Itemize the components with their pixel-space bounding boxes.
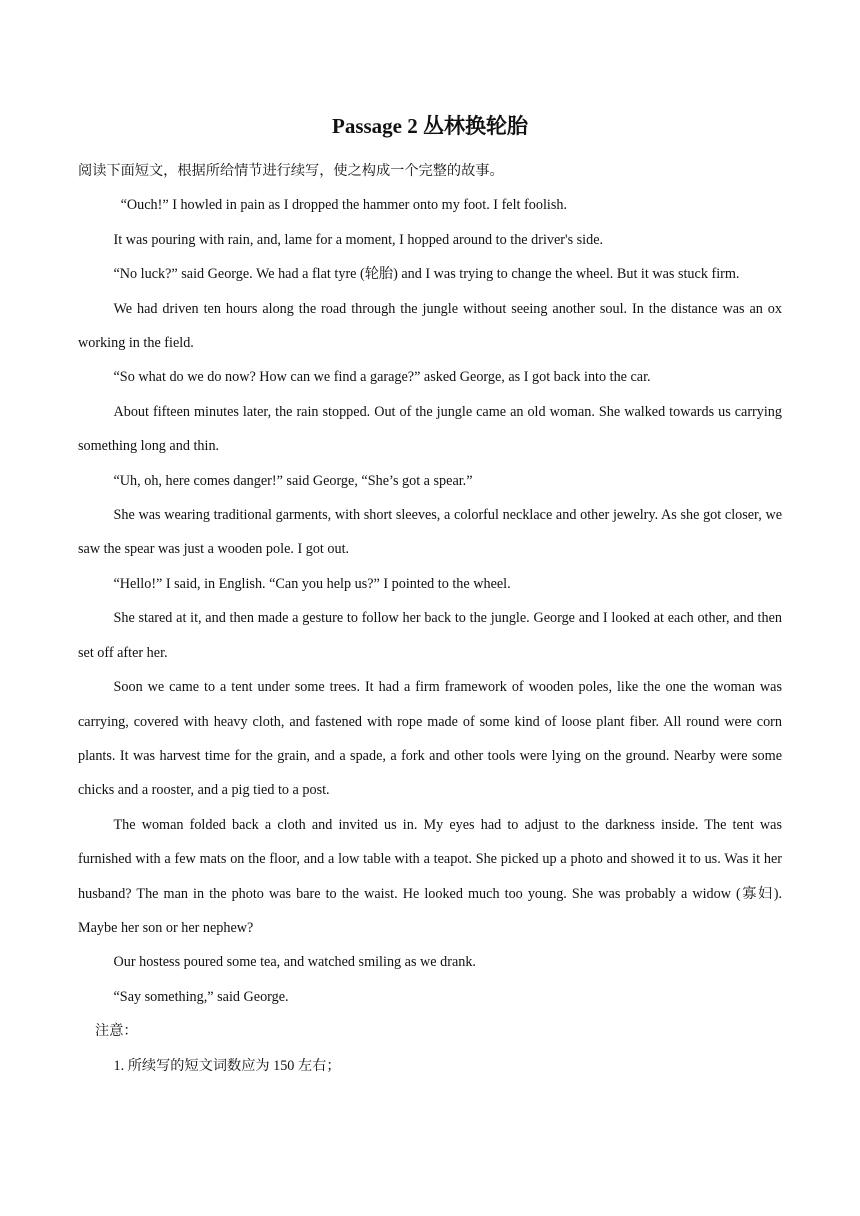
note-item: 1. 所续写的短文词数应为 150 左右；	[113, 1057, 341, 1074]
note-label: 注意：	[95, 1023, 138, 1040]
page-title: Passage 2 丛林换轮胎	[332, 114, 528, 138]
paragraph: Soon we came to a tent under some trees. It had a firm framework of wooden poles, like the one the woman was carrying, covered with heavy cloth, and fastened with rope made of some kind of loose plant fiber. All round were corn plants. It was harvest time for the grain, and a spade, a fork and other tools were lying on the ground. Nearby were some chicks and a rooster, and a pig tied to a post.	[78, 679, 782, 799]
paragraph: About fifteen minutes later, the rain stopped. Out of the jungle came an old woman. She walked towards us carrying something long and thin.	[78, 403, 782, 455]
paragraph: The woman folded back a cloth and invited us in. My eyes had to adjust to the darkness inside. The tent was furnished with a few mats on the floor, and a low table with a teapot. She picked up a photo and showed it to us. Was it her husband? The man in the photo was bare to the waist. He looked much too young. She was probably a widow (寡妇). Maybe her son or her nephew?	[78, 816, 782, 936]
paragraph: “So what do we do now? How can we find a garage?” asked George, as I got back into the car.	[113, 369, 651, 386]
paragraph: “No luck?” said George. We had a flat tyre (轮胎) and I was trying to change the wheel. But it was stuck firm.	[113, 266, 740, 283]
paragraph: “Hello!” I said, in English. “Can you help us?” I pointed to the wheel.	[113, 575, 511, 592]
paragraph: “Uh, oh, here comes danger!” said George, “She’s got a spear.”	[113, 472, 473, 489]
paragraph: “Say something,” said George.	[113, 988, 289, 1005]
paragraph: “Ouch!” I howled in pain as I dropped the hammer onto my foot. I felt foolish.	[120, 197, 567, 214]
paragraph: She stared at it, and then made a gesture to follow her back to the jungle. George and I looked at each other, and then set off after her.	[78, 610, 782, 661]
paragraph: She was wearing traditional garments, with short sleeves, a colorful necklace and other jewelry. As she got closer, we saw the spear was just a wooden pole. I got out.	[78, 507, 782, 558]
paragraph: Our hostess poured some tea, and watched smiling as we drank.	[113, 954, 476, 971]
instruction-text: 阅读下面短文，根据所给情节进行续写，使之构成一个完整的故事。	[78, 163, 504, 179]
passage-body	[78, 154, 782, 1083]
paragraph: It was pouring with rain, and, lame for a moment, I hopped around to the driver's side.	[113, 231, 604, 248]
paragraph: We had driven ten hours along the road through the jungle without seeing another soul. In the distance was an ox working in the field.	[78, 300, 782, 352]
